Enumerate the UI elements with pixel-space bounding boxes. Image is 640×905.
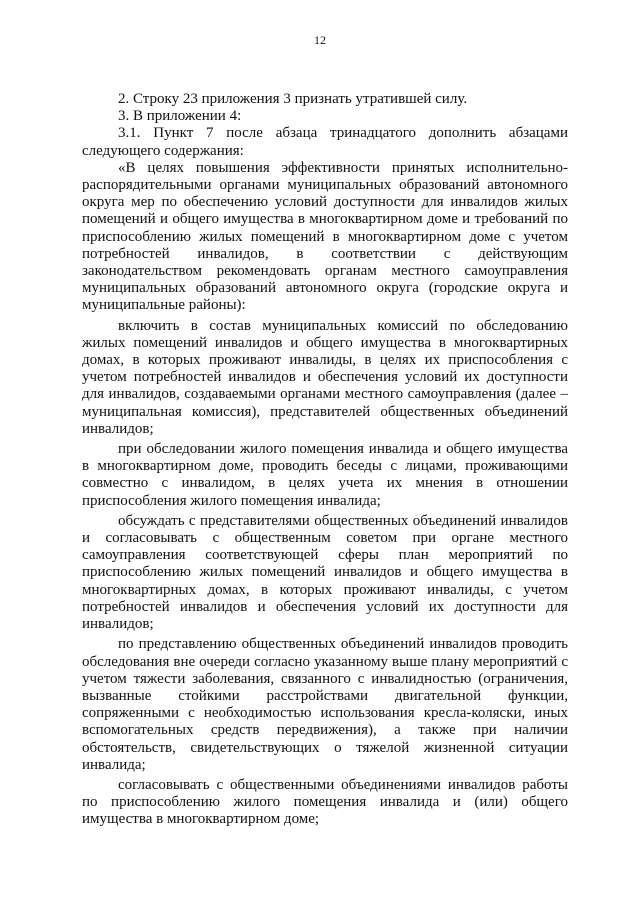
paragraph-out-of-turn: по представлению общественных объединений инвалидов проводить обследования вне очереди согласно указанному выше плану мероприятий с учетом тяжести заболевания, связанного с инвалидностью (ограничения, вызванные стойкими расстройствами двигательной функции, сопряженными с необходимостью использования кресла-коляски, иных вспомогательных средств передвижения), а также при наличии обстоятельств, свидетельствующих о тяжелой жизненной ситуации инвалида;: [82, 636, 568, 773]
document-body: [82, 91, 568, 829]
paragraph-quote-intro: «В целях повышения эффективности принятых исполнительно-распорядительными органами муниципальных образований автономного округа мер по обеспечению условий доступности для инвалидов жилых помещений и общего имущества в многоквартирном доме и требований по приспособлению жилых помещений в многоквартирном доме с учетом потребностей инвалидов, в соответствии с действующим законодательством рекомендовать органам местного самоуправления муниципальных образований автономного округа (городские округа и муниципальные районы):: [82, 159, 568, 314]
paragraph-conversations: при обследовании жилого помещения инвалида и общего имущества в многоквартирном доме, проводить беседы с лицами, проживающими совместно с инвалидом, в целях учета их мнения в отношении приспособления жилого помещения инвалида;: [82, 441, 568, 509]
page-number: 12: [314, 33, 326, 47]
paragraph-item-3: 3. В приложении 4:: [118, 108, 242, 125]
paragraph-item-3-1: 3.1. Пункт 7 после абзаца тринадцатого дополнить абзацами следующего содержания:: [82, 125, 568, 159]
paragraph-discuss-plan: обсуждать с представителями общественных объединений инвалидов и согласовывать с общественным советом при органе местного самоуправления соответствующей сферы план мероприятий по приспособлению жилых помещений инвалидов и общего имущества в многоквартирных домах, в которых проживают инвалиды, с учетом потребностей инвалидов и обеспечения условий их доступности для инвалидов;: [82, 512, 568, 633]
paragraph-item-2: 2. Строку 23 приложения 3 признать утратившей силу.: [118, 91, 468, 107]
paragraph-include-commission: включить в состав муниципальных комиссий по обследованию жилых помещений инвалидов и общего имущества в многоквартирных домах, в которых проживают инвалиды, в целях их приспособления с учетом потребностей инвалидов и обеспечения условий их доступности для инвалидов, создаваемыми органами местного самоуправления (далее – муниципальная комиссия), представителей общественных объединений инвалидов;: [82, 317, 568, 437]
paragraph-agree-works: согласовывать с общественными объединениями инвалидов работы по приспособлению жилого помещения инвалида и (или) общего имущества в многоквартирном доме;: [82, 776, 568, 828]
